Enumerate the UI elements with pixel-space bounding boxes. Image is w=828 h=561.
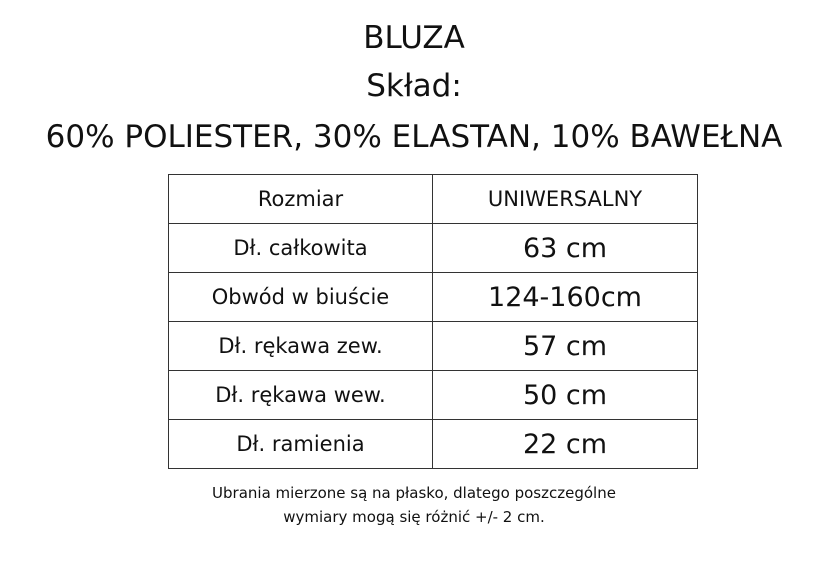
row-value: 22 cm xyxy=(433,420,698,469)
row-value: 50 cm xyxy=(433,371,698,420)
table-row xyxy=(169,273,698,322)
header-size-value: UNIWERSALNY xyxy=(433,175,698,224)
measurement-note-line-2: wymiary mogą się różnić +/- 2 cm. xyxy=(283,508,545,526)
row-value: 124-160cm xyxy=(433,273,698,322)
product-title: BLUZA xyxy=(363,20,465,56)
table-row xyxy=(169,371,698,420)
row-label: Dł. rękawa zew. xyxy=(169,322,433,371)
composition-text: 60% POLIESTER, 30% ELASTAN, 10% BAWEŁNA xyxy=(45,119,783,155)
row-value: 57 cm xyxy=(433,322,698,371)
row-label: Dł. całkowita xyxy=(169,224,433,273)
row-label: Dł. ramienia xyxy=(169,420,433,469)
row-label: Dł. rękawa wew. xyxy=(169,371,433,420)
table-row xyxy=(169,420,698,469)
header-size-label: Rozmiar xyxy=(169,175,433,224)
row-label: Obwód w biuście xyxy=(169,273,433,322)
size-table xyxy=(168,174,698,469)
row-value: 63 cm xyxy=(433,224,698,273)
table-header-row xyxy=(169,175,698,224)
table-row xyxy=(169,322,698,371)
measurement-note-line-1: Ubrania mierzone są na płasko, dlatego poszczególne xyxy=(212,484,616,502)
composition-label: Skład: xyxy=(366,68,462,104)
table-row xyxy=(169,224,698,273)
